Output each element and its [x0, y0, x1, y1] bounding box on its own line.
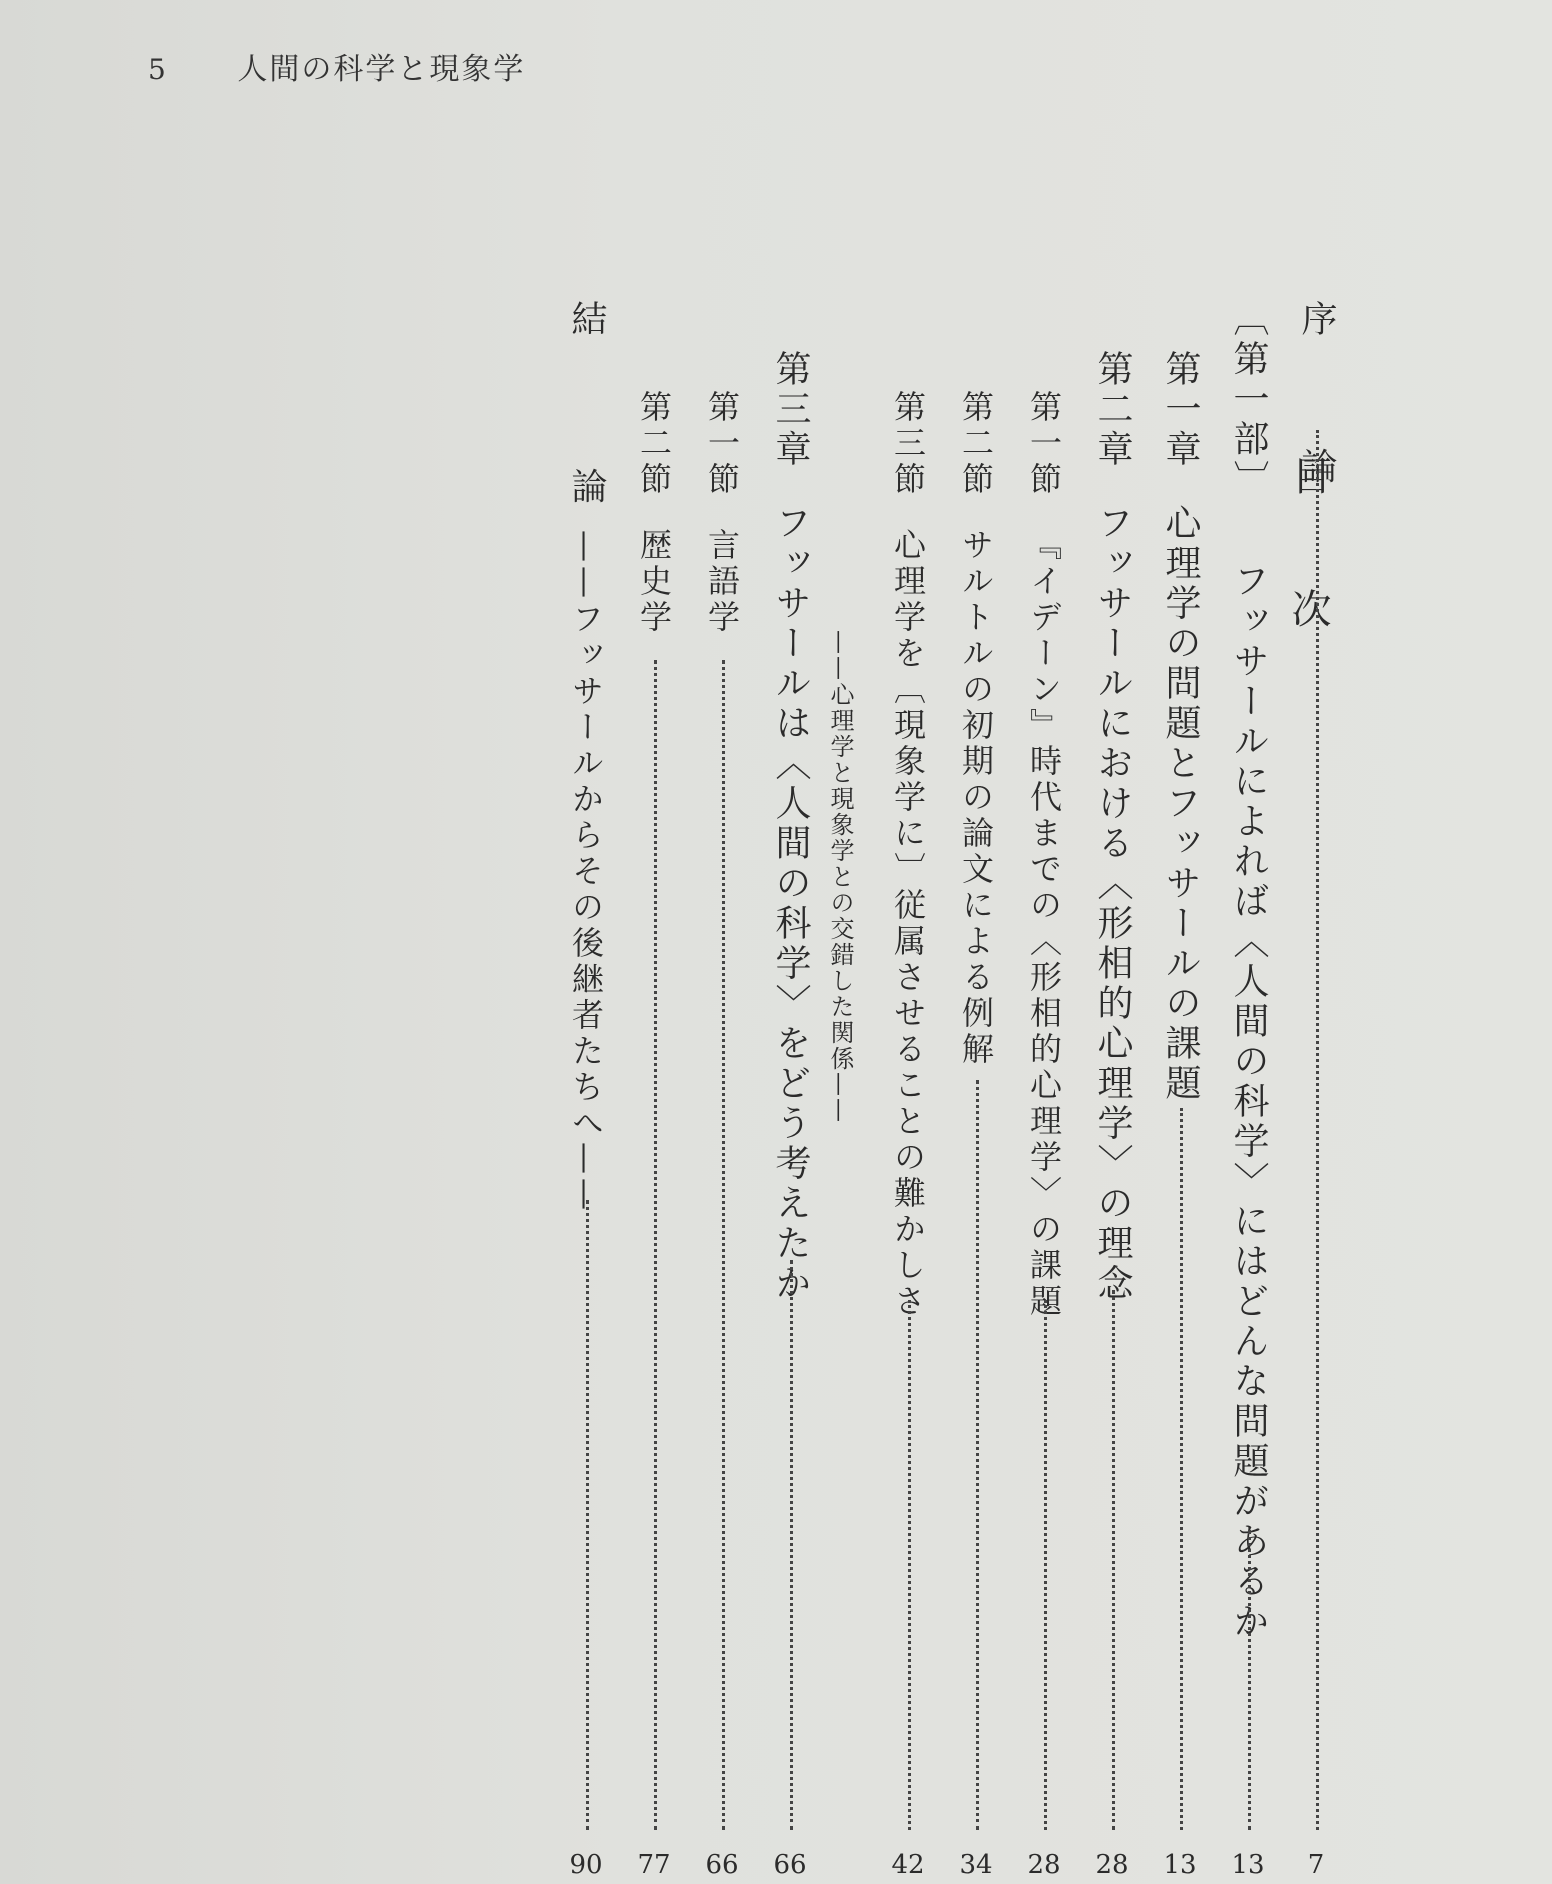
- toc-entry-part-one[interactable]: [1214, 300, 1282, 1880]
- dot-leader: [1316, 430, 1319, 1830]
- dot-leader: [1112, 1290, 1115, 1830]
- entry-label: 第二章: [1092, 350, 1133, 470]
- entry-page: 34: [959, 1850, 993, 1880]
- toc-entry-conclusion[interactable]: [552, 300, 620, 1880]
- entry-page: 13: [1163, 1850, 1197, 1880]
- entry-title: フッサールにおける〈形相的心理学〉の理念: [1092, 504, 1133, 1304]
- toc-entry-chapter-3[interactable]: [756, 300, 824, 1880]
- entry-label: 第三節: [889, 390, 927, 498]
- entry-label: 第一節: [703, 390, 741, 498]
- toc-entry-section-1-2[interactable]: [942, 300, 1010, 1880]
- entry-page: 66: [705, 1850, 739, 1880]
- entry-title: フッサールは〈人間の科学〉をどう考えたか: [770, 504, 811, 1304]
- entry-title: 『イデーン』時代までの〈形相的心理学〉の課題: [1025, 528, 1063, 1320]
- entry-page: 77: [637, 1850, 671, 1880]
- dot-leader: [654, 660, 657, 1830]
- toc-entry-section-3-2[interactable]: [620, 300, 688, 1880]
- entry-title: フッサールによれば〈人間の科学〉にはどんな問題があるか: [1228, 562, 1269, 1642]
- dot-leader: [908, 1300, 911, 1830]
- book-title: 人間の科学と現象学: [237, 52, 526, 87]
- entry-title: ——フッサールからその後継者たちへ——: [567, 530, 605, 1214]
- page-number: 5: [148, 53, 168, 86]
- table-of-contents: [340, 300, 1350, 1880]
- dot-leader: [1044, 1300, 1047, 1830]
- toc-entry-chapter-1[interactable]: [1146, 300, 1214, 1880]
- toc-entry-chapter-2[interactable]: [1078, 300, 1146, 1880]
- entry-page: 42: [891, 1850, 925, 1880]
- dot-leader: [586, 1200, 589, 1830]
- entry-label: 第三章: [770, 350, 811, 470]
- toc-entry-section-1-3-subtitle: [824, 300, 874, 1880]
- entry-label: 第二節: [635, 390, 673, 498]
- entry-label: 第一章: [1160, 350, 1201, 470]
- dot-leader: [790, 1260, 793, 1830]
- toc-entry-section-1-1[interactable]: [1010, 300, 1078, 1880]
- running-header: [148, 44, 525, 88]
- entry-page: 66: [773, 1850, 807, 1880]
- entry-title: 言語学: [703, 528, 741, 636]
- dot-leader: [722, 660, 725, 1830]
- dot-leader: [976, 1080, 979, 1830]
- entry-label: 第二節: [957, 390, 995, 498]
- entry-label: 序 論: [1296, 300, 1337, 534]
- entry-page: 90: [569, 1850, 603, 1880]
- entry-page: 28: [1095, 1850, 1129, 1880]
- entry-page: 28: [1027, 1850, 1061, 1880]
- entry-page: 7: [1307, 1850, 1325, 1880]
- dot-leader: [1180, 1108, 1183, 1830]
- entry-title: 心理学の問題とフッサールの課題: [1160, 504, 1201, 1104]
- toc-entry-introduction[interactable]: [1282, 300, 1350, 1880]
- entry-subtitle: ——心理学と現象学との交錯した関係——: [826, 630, 854, 1124]
- entry-label: 〔第一部〕: [1228, 300, 1269, 500]
- entry-title: 心理学を〔現象学に〕従属させることの難かしさ: [889, 528, 927, 1320]
- toc-entry-section-1-3[interactable]: [874, 300, 942, 1880]
- toc-heading: 目 次: [1285, 455, 1331, 668]
- entry-label: 第一節: [1025, 390, 1063, 498]
- entry-title: サルトルの初期の論文による例解: [957, 528, 995, 1068]
- toc-entry-section-3-1[interactable]: [688, 300, 756, 1880]
- dot-leader: [1248, 1530, 1251, 1830]
- entry-title: 歴史学: [635, 528, 673, 636]
- entry-label: 結 論: [566, 300, 607, 564]
- entry-page: 13: [1231, 1850, 1265, 1880]
